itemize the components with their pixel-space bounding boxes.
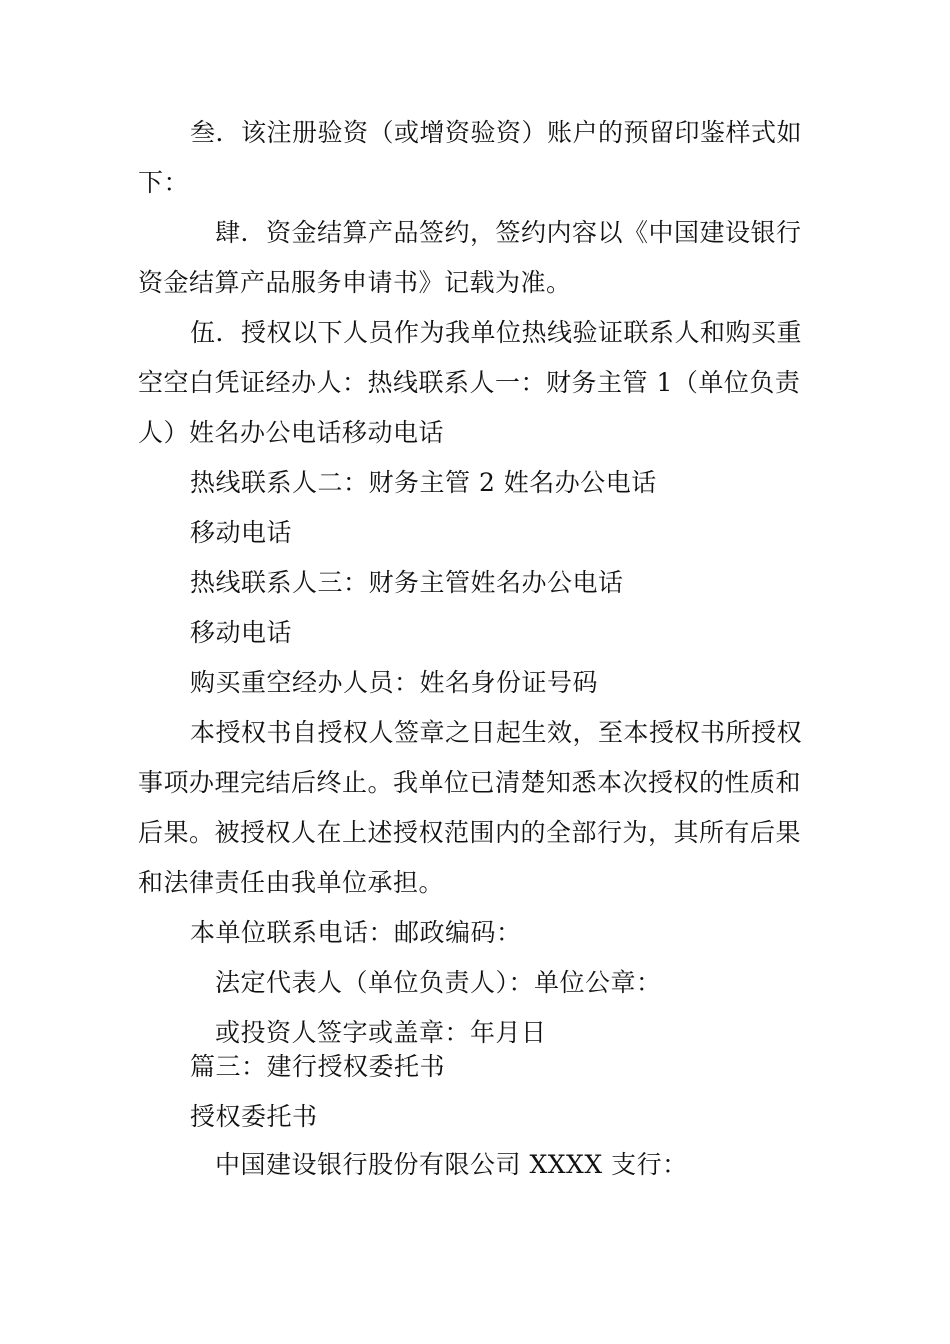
authorization-effect-line-3: 后果。被授权人在上述授权范围内的全部行为，其所有后果: [138, 818, 802, 847]
investor-signature-date: 或投资人签字或盖章：年月日: [215, 1018, 547, 1047]
contact-phone-postcode: 本单位联系电话：邮政编码：: [190, 918, 522, 947]
chapter-three-title: 篇三：建行授权委托书: [190, 1052, 446, 1081]
hotline-contact-3-mobile: 移动电话: [190, 618, 293, 647]
authorization-effect-line-1: 本授权书自授权人签章之日起生效，至本授权书所授权: [190, 718, 803, 747]
hotline-contact-3: 热线联系人三：财务主管姓名办公电话: [190, 568, 624, 597]
paragraph-5-line-3: 人）姓名办公电话移动电话: [138, 418, 445, 447]
paragraph-4-line-2: 资金结算产品服务申请书》记载为准。: [138, 268, 572, 297]
paragraph-5-line-1: 伍．授权以下人员作为我单位热线验证联系人和购买重: [190, 318, 803, 347]
hotline-contact-2-mobile: 移动电话: [190, 518, 293, 547]
hotline-contact-2: 热线联系人二：财务主管 2 姓名办公电话: [190, 468, 657, 497]
paragraph-4-line-1: 肆．资金结算产品签约，签约内容以《中国建设银行: [215, 218, 802, 247]
legal-representative-seal: 法定代表人（单位负责人）：单位公章：: [215, 968, 662, 997]
bank-branch-addressee: 中国建设银行股份有限公司 XXXX 支行：: [215, 1150, 688, 1179]
authorization-effect-line-2: 事项办理完结后终止。我单位已清楚知悉本次授权的性质和: [138, 768, 802, 797]
authorization-effect-line-4: 和法律责任由我单位承担。: [138, 868, 445, 897]
authorization-letter-title: 授权委托书: [190, 1102, 318, 1131]
paragraph-5-line-2: 空空白凭证经办人：热线联系人一：财务主管 1（单位负责: [138, 368, 801, 397]
paragraph-3-line-2: 下：: [138, 168, 190, 197]
paragraph-3-line-1: 叁．该注册验资（或增资验资）账户的预留印鉴样式如: [190, 118, 803, 147]
purchase-agent-line: 购买重空经办人员：姓名身份证号码: [190, 668, 599, 697]
